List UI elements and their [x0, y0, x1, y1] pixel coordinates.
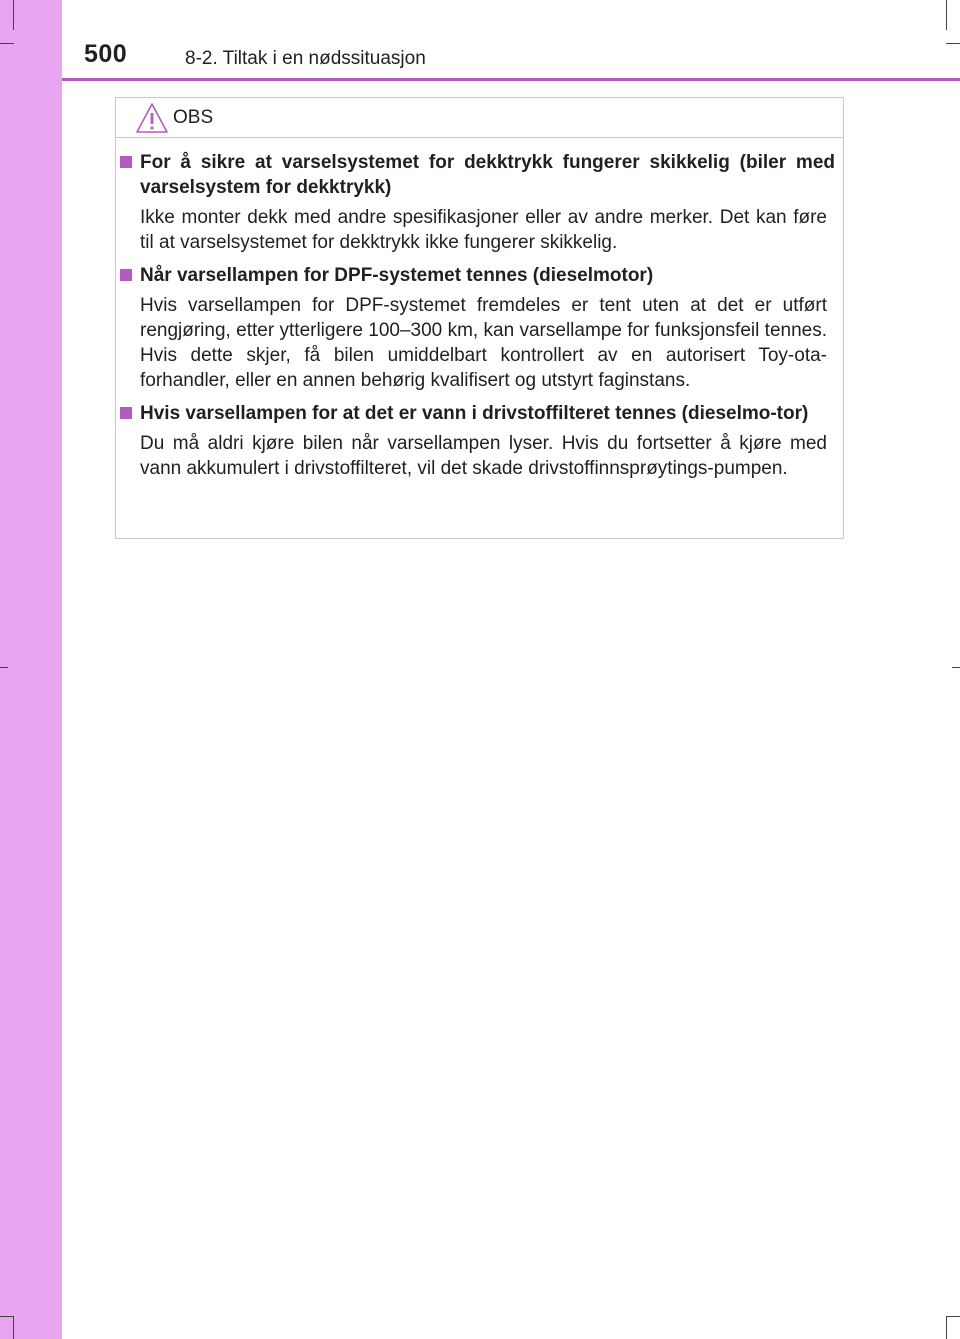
page-number: 500: [84, 40, 128, 68]
caution-label: OBS: [173, 107, 214, 128]
item-text: Hvis varsellampen for DPF-systemet fremdeles er tent uten at det er utført rengjøring, etter ytterligere 100–300 km, kan varsellampe for funksjonsfeil tennes. Hvis dette skjer, få bilen umiddelbart kontrollert av en autorisert Toy-ota-forhandler, eller en annen behørig kvalifisert og utstyrt faginstans.: [140, 295, 827, 391]
caution-body: [116, 150, 843, 489]
crop-mark: [946, 0, 947, 30]
crop-mark: [0, 43, 14, 44]
crop-mark: [946, 1316, 960, 1317]
side-color-band: [0, 0, 62, 1339]
item-heading: Når varsellampen for DPF-systemet tennes (dieselmotor): [140, 263, 835, 288]
square-bullet-icon: [120, 156, 132, 168]
item-heading: For å sikre at varselsystemet for dekktrykk fungerer skikkelig (biler med varselsystem for dekktrykk): [140, 150, 835, 200]
crop-mark: [13, 1316, 14, 1339]
crop-mark: [952, 667, 960, 668]
header-rule: [62, 78, 960, 81]
crop-mark: [0, 1316, 14, 1317]
section-title: 8-2. Tiltak i en nødssituasjon: [185, 48, 426, 69]
item-text: Ikke monter dekk med andre spesifikasjoner eller av andre merker. Det kan føre til at varselsystemet for dekktrykk ikke fungerer skikkelig.: [140, 207, 827, 253]
crop-mark: [13, 0, 14, 30]
item-heading: Hvis varsellampen for at det er vann i drivstoffilteret tennes (dieselmo-tor): [140, 401, 835, 426]
list-item: [116, 401, 843, 481]
crop-mark: [946, 1316, 947, 1339]
list-item: [116, 263, 843, 393]
caution-box: [115, 97, 844, 539]
caution-header: [116, 98, 843, 138]
list-item: [116, 150, 843, 255]
warning-triangle-icon: [135, 102, 169, 134]
crop-mark: [946, 43, 960, 44]
square-bullet-icon: [120, 269, 132, 281]
crop-mark: [0, 667, 8, 668]
item-text: Du må aldri kjøre bilen når varsellampen lyser. Hvis du fortsetter å kjøre med vann akkumulert i drivstoffilteret, vil det skade drivstoffinnsprøytings-pumpen.: [140, 433, 827, 479]
square-bullet-icon: [120, 407, 132, 419]
